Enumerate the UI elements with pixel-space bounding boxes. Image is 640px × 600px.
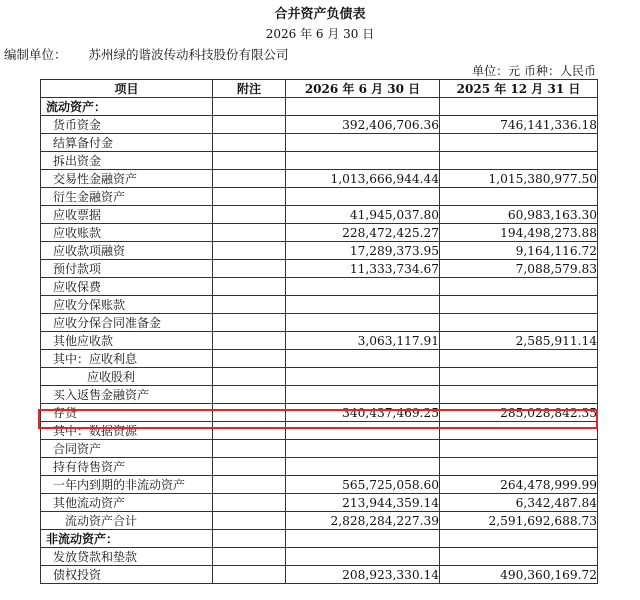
header-note: 附注 — [213, 80, 286, 98]
row-prior-value: 285,028,842.35 — [440, 404, 598, 422]
row-note-cell — [213, 512, 286, 530]
row-prior-value — [440, 314, 598, 332]
row-prior-value — [440, 278, 598, 296]
table-row — [41, 368, 598, 386]
row-note-cell — [213, 476, 286, 494]
row-item-label: 债权投资 — [41, 566, 213, 584]
row-prior-value: 1,015,380,977.50 — [440, 170, 598, 188]
row-current-value: 17,289,373.95 — [286, 242, 440, 260]
row-current-value: 213,944,359.14 — [286, 494, 440, 512]
statement-title: 合并资产负债表 — [274, 7, 366, 22]
row-prior-value: 6,342,487.84 — [440, 494, 598, 512]
header-prior-period: 2025 年 12 月 31 日 — [440, 80, 598, 98]
table-row — [41, 386, 598, 404]
row-current-value: 392,406,706.36 — [286, 116, 440, 134]
row-current-value — [286, 368, 440, 386]
row-note-cell — [213, 170, 286, 188]
row-current-value: 3,063,117.91 — [286, 332, 440, 350]
row-current-value: 565,725,058.60 — [286, 476, 440, 494]
table-row — [41, 134, 598, 152]
row-current-value — [286, 98, 440, 116]
row-current-value — [286, 422, 440, 440]
row-current-value — [286, 278, 440, 296]
row-prior-value: 60,983,163.30 — [440, 206, 598, 224]
row-prior-value: 490,360,169.72 — [440, 566, 598, 584]
table-row — [41, 188, 598, 206]
row-item-label: 合同资产 — [41, 440, 213, 458]
table-row — [41, 404, 598, 422]
row-item-label: 衍生金融资产 — [41, 188, 213, 206]
table-row — [41, 260, 598, 278]
row-note-cell — [213, 188, 286, 206]
row-prior-value — [440, 134, 598, 152]
row-current-value — [286, 134, 440, 152]
row-current-value — [286, 314, 440, 332]
row-item-label: 应收票据 — [41, 206, 213, 224]
row-prior-value — [440, 368, 598, 386]
table-row — [41, 206, 598, 224]
row-current-value: 11,333,734.67 — [286, 260, 440, 278]
row-current-value: 2,828,284,227.39 — [286, 512, 440, 530]
table-row — [41, 314, 598, 332]
row-current-value — [286, 458, 440, 476]
table-row — [41, 530, 598, 548]
row-current-value — [286, 188, 440, 206]
table-row — [41, 332, 598, 350]
row-item-label: 预付款项 — [41, 260, 213, 278]
row-prior-value — [440, 440, 598, 458]
row-prior-value: 2,585,911.14 — [440, 332, 598, 350]
preparer-label: 编制单位： — [4, 47, 67, 62]
row-item-label: 流动资产合计 — [41, 512, 213, 530]
row-current-value — [286, 350, 440, 368]
row-note-cell — [213, 350, 286, 368]
row-current-value: 1,013,666,944.44 — [286, 170, 440, 188]
row-item-label: 交易性金融资产 — [41, 170, 213, 188]
row-item-label: 货币资金 — [41, 116, 213, 134]
row-item-label: 其中：应收利息 — [41, 350, 213, 368]
row-note-cell — [213, 404, 286, 422]
row-current-value — [286, 152, 440, 170]
table-row — [41, 440, 598, 458]
row-note-cell — [213, 566, 286, 584]
table-row — [41, 278, 598, 296]
row-current-value: 340,437,469.25 — [286, 404, 440, 422]
table-row — [41, 98, 598, 116]
table-row — [41, 170, 598, 188]
row-item-label: 应收保费 — [41, 278, 213, 296]
row-note-cell — [213, 206, 286, 224]
row-item-label: 发放贷款和垫款 — [41, 548, 213, 566]
row-prior-value: 264,478,999.99 — [440, 476, 598, 494]
row-prior-value — [440, 296, 598, 314]
row-note-cell — [213, 458, 286, 476]
row-note-cell — [213, 260, 286, 278]
row-note-cell — [213, 152, 286, 170]
table-row — [41, 458, 598, 476]
row-prior-value: 746,141,336.18 — [440, 116, 598, 134]
row-note-cell — [213, 368, 286, 386]
row-current-value: 208,923,330.14 — [286, 566, 440, 584]
row-item-label: 非流动资产： — [41, 530, 213, 548]
row-note-cell — [213, 314, 286, 332]
row-item-label: 应收款项融资 — [41, 242, 213, 260]
row-note-cell — [213, 134, 286, 152]
row-prior-value — [440, 386, 598, 404]
row-prior-value — [440, 530, 598, 548]
row-current-value — [286, 296, 440, 314]
table-row — [41, 152, 598, 170]
row-note-cell — [213, 98, 286, 116]
row-item-label: 持有待售资产 — [41, 458, 213, 476]
statement-date: 2026 年 6 月 30 日 — [265, 27, 375, 41]
table-row — [41, 548, 598, 566]
table-row — [41, 494, 598, 512]
preparer-line — [4, 45, 289, 63]
row-current-value — [286, 548, 440, 566]
row-note-cell — [213, 224, 286, 242]
row-note-cell — [213, 530, 286, 548]
header-row — [41, 80, 598, 98]
row-item-label: 结算备付金 — [41, 134, 213, 152]
row-note-cell — [213, 548, 286, 566]
table-row — [41, 476, 598, 494]
row-current-value — [286, 386, 440, 404]
row-note-cell — [213, 332, 286, 350]
row-prior-value: 2,591,692,688.73 — [440, 512, 598, 530]
row-note-cell — [213, 296, 286, 314]
row-prior-value: 9,164,116.72 — [440, 242, 598, 260]
table-row — [41, 566, 598, 584]
preparer-name: 苏州绿的谐波传动科技股份有限公司 — [88, 47, 289, 62]
row-prior-value — [440, 422, 598, 440]
header-current-period: 2026 年 6 月 30 日 — [286, 80, 440, 98]
row-prior-value — [440, 458, 598, 476]
header-item: 项目 — [41, 80, 213, 98]
row-note-cell — [213, 116, 286, 134]
row-item-label: 应收分保账款 — [41, 296, 213, 314]
row-item-label: 拆出资金 — [41, 152, 213, 170]
row-current-value — [286, 530, 440, 548]
row-current-value: 41,945,037.80 — [286, 206, 440, 224]
row-note-cell — [213, 440, 286, 458]
row-note-cell — [213, 242, 286, 260]
table-row — [41, 512, 598, 530]
row-item-label: 其他应收款 — [41, 332, 213, 350]
table-row — [41, 224, 598, 242]
table-row — [41, 242, 598, 260]
row-prior-value: 194,498,273.88 — [440, 224, 598, 242]
row-current-value — [286, 440, 440, 458]
row-item-label: 应收分保合同准备金 — [41, 314, 213, 332]
row-item-label: 应收股利 — [41, 368, 213, 386]
row-current-value: 228,472,425.27 — [286, 224, 440, 242]
row-item-label: 其中：数据资源 — [41, 422, 213, 440]
row-prior-value — [440, 152, 598, 170]
row-prior-value — [440, 188, 598, 206]
row-note-cell — [213, 386, 286, 404]
row-item-label: 一年内到期的非流动资产 — [41, 476, 213, 494]
table-row — [41, 350, 598, 368]
row-prior-value: 7,088,579.83 — [440, 260, 598, 278]
table-row — [41, 116, 598, 134]
row-note-cell — [213, 422, 286, 440]
row-item-label: 应收账款 — [41, 224, 213, 242]
balance-sheet-table — [40, 79, 598, 584]
row-prior-value — [440, 548, 598, 566]
row-prior-value — [440, 98, 598, 116]
table-row — [41, 422, 598, 440]
row-note-cell — [213, 278, 286, 296]
currency-unit: 单位：元 币种：人民币 — [472, 64, 596, 78]
row-item-label: 买入返售金融资产 — [41, 386, 213, 404]
table-row — [41, 296, 598, 314]
row-item-label: 其他流动资产 — [41, 494, 213, 512]
row-note-cell — [213, 494, 286, 512]
row-item-label: 存货 — [41, 404, 213, 422]
row-prior-value — [440, 350, 598, 368]
row-item-label: 流动资产： — [41, 98, 213, 116]
